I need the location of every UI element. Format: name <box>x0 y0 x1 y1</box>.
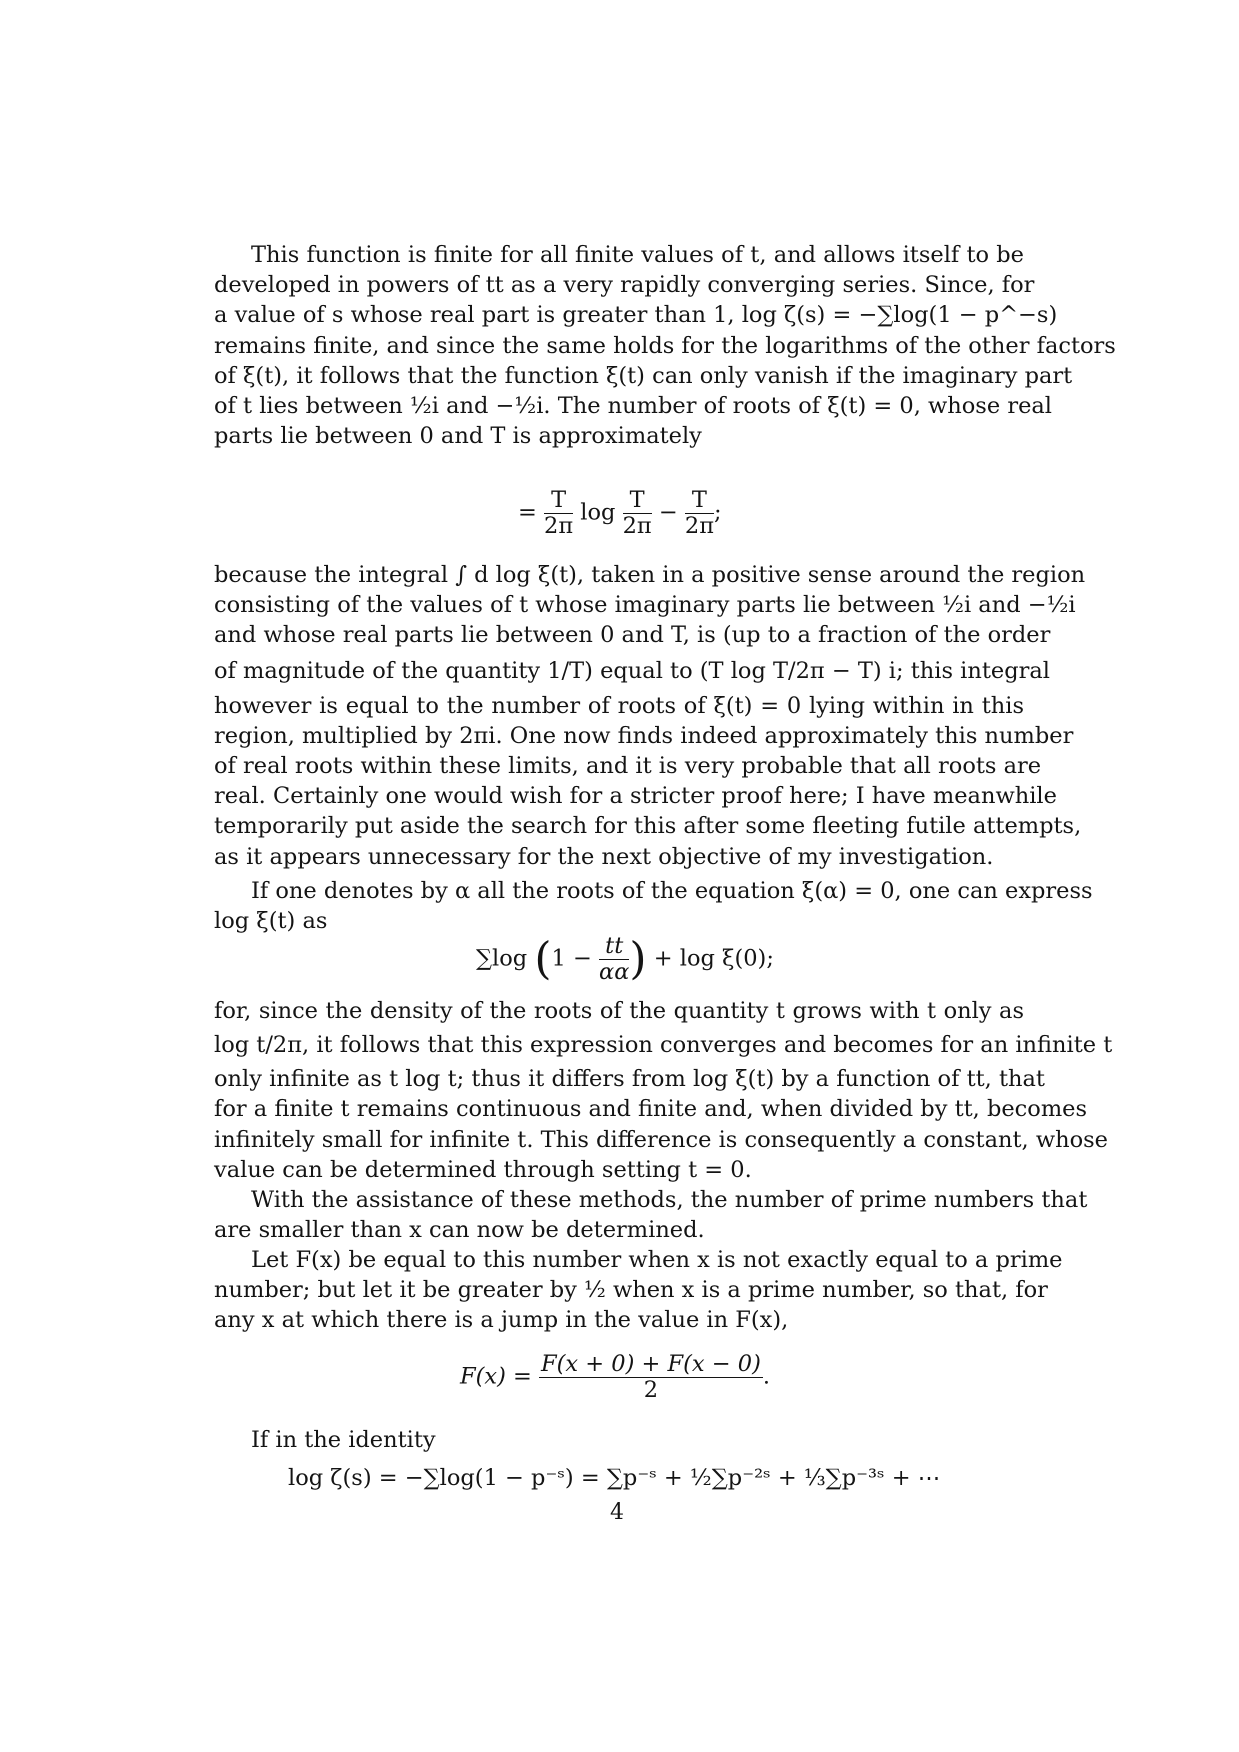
identity-expression: log ζ(s) = −∑log(1 − p⁻ˢ) = ∑p⁻ˢ + ½∑p⁻²ˢ + ⅓∑p⁻³ˢ + ⋯ <box>288 1465 941 1491</box>
text-line: because the integral ∫ d log ξ(t), taken in a positive sense around the region <box>214 562 1086 588</box>
text-line: however is equal to the number of roots of ξ(t) = 0 lying within in this <box>214 692 1024 719</box>
text-line: real. Certainly one would wish for a stricter proof here; I have meanwhile <box>214 783 1057 810</box>
paragraph-6 <box>214 1245 1063 1336</box>
text-line: infinitely small for infinite t. This difference is consequently a constant, whose <box>214 1126 1108 1153</box>
text-line: as it appears unnecessary for the next objective of my investigation. <box>214 843 994 870</box>
left-paren: ( <box>534 933 552 985</box>
equation-root-count <box>518 488 722 539</box>
text-line: region, multiplied by 2πi. One now finds indeed approximately this number <box>214 722 1074 749</box>
right-paren: ) <box>629 933 647 985</box>
text-line: log ξ(t) as <box>214 908 328 935</box>
paragraph-7 <box>214 1425 1024 1455</box>
paragraph-1 <box>214 240 1116 451</box>
text-line: and whose real parts lie between 0 and T, is (up to a fraction of the order <box>214 622 1051 649</box>
denominator: 2π <box>622 512 652 539</box>
text-line: for a finite t remains continuous and finite and, when divided by tt, becomes <box>214 1096 1088 1123</box>
semicolon: ; <box>713 499 722 526</box>
text-line: value can be determined through setting t = 0. <box>214 1156 752 1183</box>
one-minus: 1 − <box>551 945 592 972</box>
numerator: T <box>685 488 714 514</box>
paragraph-4 <box>214 996 1113 1185</box>
paragraph-5 <box>214 1185 1088 1245</box>
text-line: of real roots within these limits, and it is very probable that all roots are <box>214 752 1042 779</box>
fraction <box>599 934 629 985</box>
text-line: number; but let it be greater by ½ when x is a prime number, so that, for <box>214 1277 1048 1304</box>
text-line: for, since the density of the roots of the quantity t grows with t only as <box>214 998 1024 1024</box>
minus-sign: − <box>658 499 678 526</box>
text-line: developed in powers of tt as a very rapidly converging series. Since, for <box>214 272 1035 299</box>
numerator: T <box>544 488 573 514</box>
equals-sign: = <box>518 499 537 526</box>
text-line: of magnitude of the quantity 1/T) equal to (T log T/2π − T) i; this integral <box>214 657 1050 684</box>
denominator: 2π <box>544 512 574 539</box>
text-line: Let F(x) be equal to this number when x is not exactly equal to a prime <box>251 1247 1063 1273</box>
text-line: temporarily put aside the search for this after some fleeting futile attempts, <box>214 813 1082 840</box>
page-number: 4 <box>610 1500 624 1525</box>
numerator: F(x + 0) + F(x − 0) <box>541 1351 761 1377</box>
paragraph-3 <box>214 876 1093 936</box>
numerator: tt <box>599 934 629 960</box>
denominator: αα <box>599 958 630 985</box>
numerator: T <box>623 488 652 514</box>
period: . <box>762 1363 771 1390</box>
text-line: remains finite, and since the same holds for the logarithms of the other factors <box>214 332 1116 359</box>
text-line: If one denotes by α all the roots of the equation ξ(α) = 0, one can express <box>251 878 1093 904</box>
text-line: log t/2π, it follows that this expression converges and becomes for an infinite t <box>214 1032 1113 1059</box>
fraction <box>544 488 573 539</box>
fraction <box>623 488 652 539</box>
text-line: parts lie between 0 and T is approximately <box>214 423 702 450</box>
text-line: This function is finite for all finite values of t, and allows itself to be <box>251 242 1024 268</box>
text-line: consisting of the values of t whose imaginary parts lie between ½i and −½i <box>214 592 1076 619</box>
equation-log-xi-expansion <box>476 934 774 985</box>
denominator: 2π <box>684 512 714 539</box>
equation-log-zeta-identity <box>288 1465 940 1491</box>
text-line: If in the identity <box>251 1427 436 1453</box>
text-line: a value of s whose real part is greater than 1, log ζ(s) = −∑log(1 − p^−s) <box>214 302 1058 329</box>
text-line: of t lies between ½i and −½i. The number of roots of ξ(t) = 0, whose real <box>214 392 1053 419</box>
tail-term: + log ξ(0); <box>653 945 774 972</box>
lhs: F(x) = <box>460 1363 532 1390</box>
equation-F-of-x <box>460 1352 770 1403</box>
text-line: are smaller than x can now be determined. <box>214 1217 705 1244</box>
denominator: 2 <box>643 1376 659 1403</box>
text-line: With the assistance of these methods, the number of prime numbers that <box>251 1187 1088 1213</box>
text-line: only infinite as t log t; thus it differs from log ξ(t) by a function of tt, that <box>214 1066 1045 1093</box>
text-line: any x at which there is a jump in the value in F(x), <box>214 1307 789 1334</box>
text-line: of ξ(t), it follows that the function ξ(t) can only vanish if the imaginary part <box>214 362 1073 389</box>
fraction <box>539 1352 763 1403</box>
fraction <box>685 488 714 539</box>
paragraph-2 <box>214 560 1086 872</box>
log-operator: log <box>580 499 616 526</box>
sum-log: ∑log <box>476 945 528 972</box>
